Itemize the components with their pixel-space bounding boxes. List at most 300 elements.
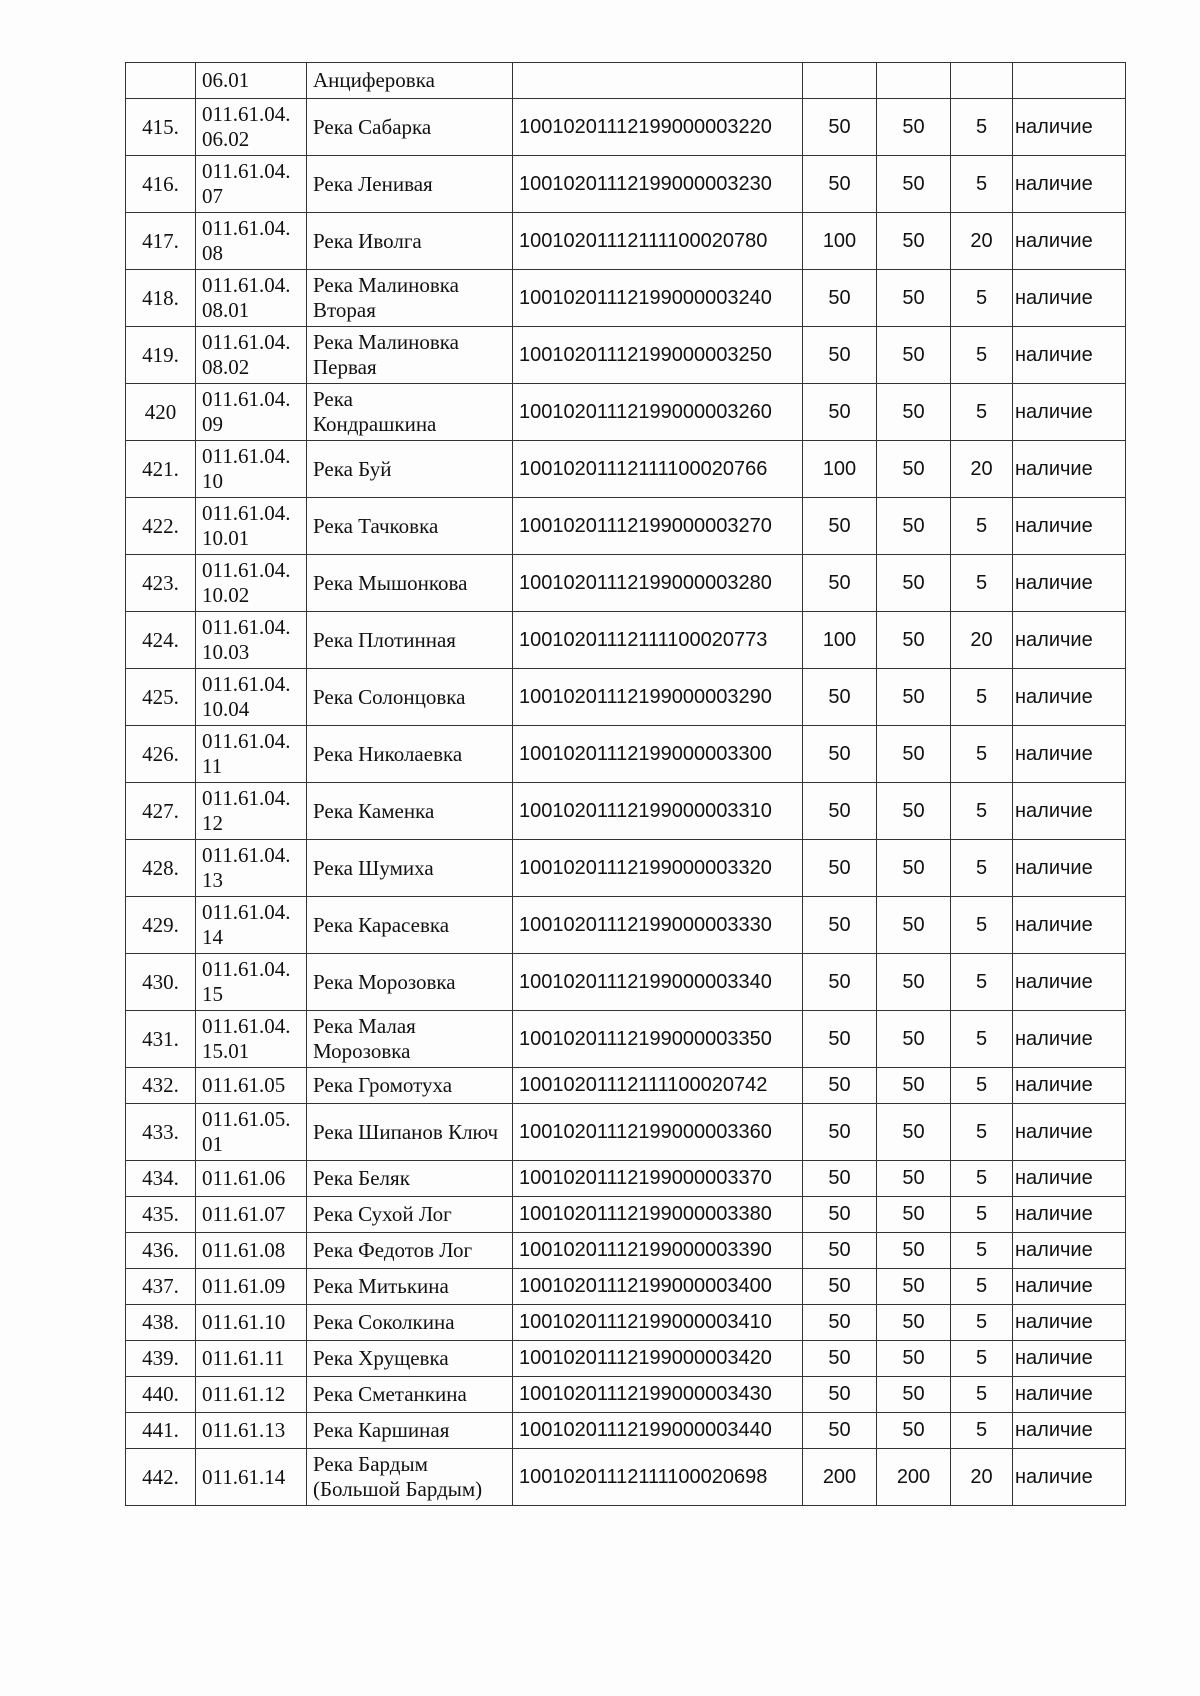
- water-object-code: [196, 327, 307, 384]
- code-line: 10.04: [202, 697, 250, 721]
- river-name: [307, 99, 513, 156]
- row-number: 433.: [126, 1104, 196, 1161]
- value-b: 50: [877, 384, 951, 441]
- name-line: Река Хрущевка: [313, 1346, 449, 1370]
- value-c: 20: [951, 1449, 1013, 1506]
- value-a: 50: [803, 555, 877, 612]
- river-name: [307, 1068, 513, 1104]
- code-line: 14: [202, 925, 223, 949]
- table-row: [126, 726, 1126, 783]
- river-name: [307, 669, 513, 726]
- registry-code: 10010201112199000003360: [513, 1104, 803, 1161]
- code-line: 01: [202, 1132, 223, 1156]
- river-registry-table: [125, 62, 1126, 1506]
- table-row: [126, 1233, 1126, 1269]
- code-line: 011.61.04.: [202, 558, 291, 582]
- water-object-code: [196, 270, 307, 327]
- name-line: Река Буй: [313, 456, 392, 481]
- value-a: 100: [803, 612, 877, 669]
- value-a: 50: [803, 1068, 877, 1104]
- value-b: 50: [877, 498, 951, 555]
- river-name: [307, 1161, 513, 1197]
- code-line: 011.61.04.: [202, 1014, 291, 1038]
- status-cell: наличие: [1013, 1011, 1126, 1068]
- water-object-code: [196, 1161, 307, 1197]
- river-name: [307, 1011, 513, 1068]
- water-object-code: [196, 1233, 307, 1269]
- value-b: 50: [877, 1269, 951, 1305]
- name-line: Первая: [313, 355, 377, 379]
- row-number: 436.: [126, 1233, 196, 1269]
- river-name: [307, 1104, 513, 1161]
- name-line: Анциферовка: [313, 68, 435, 92]
- table-row: [126, 441, 1126, 498]
- value-a: 100: [803, 441, 877, 498]
- status-cell: наличие: [1013, 498, 1126, 555]
- row-number: 422.: [126, 498, 196, 555]
- code-line: 10: [202, 469, 223, 493]
- name-line: Вторая: [313, 298, 376, 322]
- code-line: 011.61.04.: [202, 900, 291, 924]
- value-b: 50: [877, 1377, 951, 1413]
- row-number: 434.: [126, 1161, 196, 1197]
- value-b: 50: [877, 1068, 951, 1104]
- water-object-code: [196, 63, 307, 99]
- value-c: 20: [951, 441, 1013, 498]
- value-b: 50: [877, 1305, 951, 1341]
- value-a: 50: [803, 1341, 877, 1377]
- status-cell: наличие: [1013, 612, 1126, 669]
- status-cell: наличие: [1013, 156, 1126, 213]
- row-number: 430.: [126, 954, 196, 1011]
- water-object-code: [196, 555, 307, 612]
- code-line: 011.61.04.: [202, 216, 291, 240]
- value-c: 5: [951, 1068, 1013, 1104]
- river-name: [307, 1197, 513, 1233]
- table-row: [126, 669, 1126, 726]
- code-line: 011.61.04.: [202, 102, 291, 126]
- code-line: 10.03: [202, 640, 250, 664]
- value-b: 50: [877, 612, 951, 669]
- name-line: Река Морозовка: [313, 969, 456, 994]
- table-row: [126, 327, 1126, 384]
- river-name: [307, 1413, 513, 1449]
- value-b: 50: [877, 1197, 951, 1233]
- row-number: 418.: [126, 270, 196, 327]
- river-name: [307, 840, 513, 897]
- name-line: Река Беляк: [313, 1166, 410, 1190]
- river-name: [307, 327, 513, 384]
- river-name: [307, 1305, 513, 1341]
- registry-code: 10010201112199000003280: [513, 555, 803, 612]
- value-c: 5: [951, 1197, 1013, 1233]
- water-object-code: [196, 384, 307, 441]
- registry-code: 10010201112199000003420: [513, 1341, 803, 1377]
- code-line: 011.61.04.: [202, 273, 291, 297]
- value-c: 5: [951, 1233, 1013, 1269]
- water-object-code: [196, 1104, 307, 1161]
- row-number: 420: [126, 384, 196, 441]
- name-line: Река Сабарка: [313, 114, 432, 139]
- value-a: 50: [803, 840, 877, 897]
- code-line: 011.61.04.: [202, 501, 291, 525]
- river-name: [307, 1233, 513, 1269]
- name-line: Река Митькина: [313, 1274, 449, 1298]
- value-c: 20: [951, 612, 1013, 669]
- value-a: 50: [803, 1413, 877, 1449]
- registry-code: 10010201112199000003290: [513, 669, 803, 726]
- water-object-code: [196, 213, 307, 270]
- row-number: 440.: [126, 1377, 196, 1413]
- value-a: 50: [803, 384, 877, 441]
- status-cell: наличие: [1013, 840, 1126, 897]
- code-line: 011.61.04.: [202, 330, 291, 354]
- code-line: 011.61.04.: [202, 786, 291, 810]
- status-cell: наличие: [1013, 726, 1126, 783]
- river-name: [307, 726, 513, 783]
- table-row: [126, 1413, 1126, 1449]
- name-line: Река Сметанкина: [313, 1382, 467, 1406]
- status-cell: наличие: [1013, 99, 1126, 156]
- river-name: [307, 1377, 513, 1413]
- value-c: 5: [951, 783, 1013, 840]
- value-b: 50: [877, 1413, 951, 1449]
- value-a: 50: [803, 1269, 877, 1305]
- code-line: 15: [202, 982, 223, 1006]
- value-c: [951, 63, 1013, 99]
- table-row: [126, 1377, 1126, 1413]
- row-number: 415.: [126, 99, 196, 156]
- name-line: Река Сухой Лог: [313, 1202, 452, 1226]
- table-row: [126, 270, 1126, 327]
- registry-code: 10010201112199000003380: [513, 1197, 803, 1233]
- code-line: 10.02: [202, 583, 250, 607]
- value-c: 5: [951, 270, 1013, 327]
- row-number: 431.: [126, 1011, 196, 1068]
- row-number: 439.: [126, 1341, 196, 1377]
- name-line: Река Шумиха: [313, 855, 434, 880]
- value-b: 50: [877, 840, 951, 897]
- code-line: 13: [202, 868, 223, 892]
- value-b: 50: [877, 954, 951, 1011]
- name-line: Река Тачковка: [313, 513, 439, 538]
- row-number: 423.: [126, 555, 196, 612]
- name-line: Река Иволга: [313, 228, 422, 253]
- water-object-code: [196, 1413, 307, 1449]
- value-b: 50: [877, 1161, 951, 1197]
- code-line: 12: [202, 811, 223, 835]
- water-object-code: [196, 897, 307, 954]
- row-number: 424.: [126, 612, 196, 669]
- code-line: 011.61.10: [202, 1310, 286, 1334]
- status-cell: наличие: [1013, 1068, 1126, 1104]
- water-object-code: [196, 498, 307, 555]
- code-line: 10.01: [202, 526, 250, 550]
- river-name: [307, 612, 513, 669]
- value-a: 50: [803, 1104, 877, 1161]
- river-name: [307, 156, 513, 213]
- table-row: [126, 1269, 1126, 1305]
- value-c: 5: [951, 1305, 1013, 1341]
- water-object-code: [196, 783, 307, 840]
- registry-code: 10010201112199000003260: [513, 384, 803, 441]
- value-a: 200: [803, 1449, 877, 1506]
- water-object-code: [196, 1011, 307, 1068]
- registry-code: 10010201112111100020742: [513, 1068, 803, 1104]
- water-object-code: [196, 1305, 307, 1341]
- water-object-code: [196, 726, 307, 783]
- river-name: [307, 270, 513, 327]
- status-cell: наличие: [1013, 1341, 1126, 1377]
- registry-code: 10010201112111100020766: [513, 441, 803, 498]
- water-object-code: [196, 669, 307, 726]
- value-a: 50: [803, 954, 877, 1011]
- table-row: [126, 1305, 1126, 1341]
- status-cell: наличие: [1013, 1413, 1126, 1449]
- code-line: 011.61.06: [202, 1166, 286, 1190]
- table-row: [126, 1197, 1126, 1233]
- name-line: Река Каршиная: [313, 1418, 450, 1442]
- value-c: 5: [951, 1011, 1013, 1068]
- water-object-code: [196, 99, 307, 156]
- row-number: 435.: [126, 1197, 196, 1233]
- table-row: [126, 213, 1126, 270]
- water-object-code: [196, 612, 307, 669]
- status-cell: наличие: [1013, 897, 1126, 954]
- code-line: 011.61.04.: [202, 729, 291, 753]
- code-line: 011.61.05.: [202, 1107, 291, 1131]
- code-line: 011.61.12: [202, 1382, 286, 1406]
- registry-code: 10010201112199000003240: [513, 270, 803, 327]
- status-cell: наличие: [1013, 1161, 1126, 1197]
- river-name: [307, 555, 513, 612]
- water-object-code: [196, 1449, 307, 1506]
- code-line: 011.61.04.: [202, 159, 291, 183]
- name-line: Река: [313, 387, 353, 411]
- registry-code: 10010201112199000003330: [513, 897, 803, 954]
- river-name: [307, 954, 513, 1011]
- code-line: 11: [202, 754, 223, 778]
- table-row: [126, 156, 1126, 213]
- code-line: 07: [202, 184, 223, 208]
- status-cell: наличие: [1013, 270, 1126, 327]
- row-number: 427.: [126, 783, 196, 840]
- registry-code: 10010201112199000003350: [513, 1011, 803, 1068]
- water-object-code: [196, 441, 307, 498]
- code-line: 011.61.07: [202, 1202, 286, 1226]
- registry-code: 10010201112199000003430: [513, 1377, 803, 1413]
- value-c: 5: [951, 897, 1013, 954]
- table-row: [126, 840, 1126, 897]
- value-b: 50: [877, 213, 951, 270]
- code-line: 011.61.04.: [202, 957, 291, 981]
- row-number: 442.: [126, 1449, 196, 1506]
- code-line: 011.61.09: [202, 1274, 286, 1298]
- name-line: Река Малиновка: [313, 330, 459, 354]
- name-line: Река Карасевка: [313, 912, 450, 937]
- table-row: [126, 897, 1126, 954]
- code-line: 011.61.04.: [202, 444, 291, 468]
- name-line: Река Солонцовка: [313, 684, 466, 709]
- code-line: 011.61.04.: [202, 672, 291, 696]
- registry-code: 10010201112199000003320: [513, 840, 803, 897]
- water-object-code: [196, 1341, 307, 1377]
- value-a: 50: [803, 1197, 877, 1233]
- river-name: [307, 1269, 513, 1305]
- table-row: [126, 1104, 1126, 1161]
- registry-code: 10010201112111100020780: [513, 213, 803, 270]
- river-name: [307, 213, 513, 270]
- value-b: 200: [877, 1449, 951, 1506]
- registry-code: 10010201112199000003220: [513, 99, 803, 156]
- row-number: 429.: [126, 897, 196, 954]
- registry-code: 10010201112199000003250: [513, 327, 803, 384]
- name-line: Река Громотуха: [313, 1073, 453, 1097]
- row-number: 419.: [126, 327, 196, 384]
- name-line: (Большой Бардым): [313, 1477, 483, 1501]
- status-cell: наличие: [1013, 1233, 1126, 1269]
- value-a: 50: [803, 270, 877, 327]
- river-name: [307, 498, 513, 555]
- name-line: Река Малая: [313, 1014, 416, 1038]
- table-row: [126, 954, 1126, 1011]
- table-row: [126, 1161, 1126, 1197]
- value-c: 5: [951, 1161, 1013, 1197]
- value-a: 50: [803, 498, 877, 555]
- value-a: 50: [803, 726, 877, 783]
- value-a: 50: [803, 1305, 877, 1341]
- river-name: [307, 897, 513, 954]
- registry-code: 10010201112199000003230: [513, 156, 803, 213]
- value-c: 5: [951, 555, 1013, 612]
- value-c: 5: [951, 1269, 1013, 1305]
- registry-code: 10010201112199000003410: [513, 1305, 803, 1341]
- value-b: 50: [877, 726, 951, 783]
- value-b: 50: [877, 669, 951, 726]
- river-name: [307, 1449, 513, 1506]
- code-line: 08: [202, 241, 223, 265]
- water-object-code: [196, 954, 307, 1011]
- table-row: [126, 1449, 1126, 1506]
- name-line: Река Соколкина: [313, 1310, 455, 1334]
- value-a: 50: [803, 1233, 877, 1269]
- value-b: 50: [877, 270, 951, 327]
- code-line: 09: [202, 412, 223, 436]
- water-object-code: [196, 1197, 307, 1233]
- water-object-code: [196, 1377, 307, 1413]
- status-cell: [1013, 63, 1126, 99]
- value-a: 50: [803, 1011, 877, 1068]
- status-cell: наличие: [1013, 1305, 1126, 1341]
- status-cell: наличие: [1013, 1269, 1126, 1305]
- water-object-code: [196, 156, 307, 213]
- registry-code: 10010201112111100020773: [513, 612, 803, 669]
- value-a: 50: [803, 1377, 877, 1413]
- registry-code: 10010201112199000003370: [513, 1161, 803, 1197]
- row-number: 438.: [126, 1305, 196, 1341]
- value-a: [803, 63, 877, 99]
- name-line: Река Федотов Лог: [313, 1238, 473, 1262]
- status-cell: наличие: [1013, 1377, 1126, 1413]
- registry-code: [513, 63, 803, 99]
- table-row: [126, 555, 1126, 612]
- code-line: 011.61.13: [202, 1418, 286, 1442]
- value-b: 50: [877, 1341, 951, 1377]
- value-b: 50: [877, 783, 951, 840]
- table-row: [126, 384, 1126, 441]
- code-line: 08.01: [202, 298, 250, 322]
- registry-code: 10010201112199000003270: [513, 498, 803, 555]
- table-body: [126, 63, 1126, 1506]
- table-row: [126, 783, 1126, 840]
- value-b: [877, 63, 951, 99]
- value-a: 50: [803, 669, 877, 726]
- name-line: Река Мышонкова: [313, 570, 468, 595]
- value-a: 50: [803, 783, 877, 840]
- code-line: 08.02: [202, 355, 250, 379]
- row-number: 416.: [126, 156, 196, 213]
- code-line: 011.61.11: [202, 1346, 285, 1370]
- name-line: Река Шипанов Ключ: [313, 1119, 499, 1144]
- value-c: 5: [951, 156, 1013, 213]
- river-name: [307, 1341, 513, 1377]
- table-row: [126, 99, 1126, 156]
- value-c: 5: [951, 840, 1013, 897]
- value-c: 5: [951, 99, 1013, 156]
- value-a: 50: [803, 99, 877, 156]
- name-line: Река Николаевка: [313, 741, 463, 766]
- value-b: 50: [877, 897, 951, 954]
- value-c: 5: [951, 669, 1013, 726]
- row-number: 432.: [126, 1068, 196, 1104]
- value-c: 5: [951, 1341, 1013, 1377]
- value-b: 50: [877, 327, 951, 384]
- name-line: Река Плотинная: [313, 627, 456, 652]
- name-line: Река Малиновка: [313, 273, 459, 297]
- registry-code: 10010201112199000003400: [513, 1269, 803, 1305]
- row-number: 428.: [126, 840, 196, 897]
- water-object-code: [196, 1269, 307, 1305]
- code-line: 011.61.05: [202, 1073, 286, 1097]
- row-number: 441.: [126, 1413, 196, 1449]
- status-cell: наличие: [1013, 384, 1126, 441]
- value-b: 50: [877, 441, 951, 498]
- row-number: 417.: [126, 213, 196, 270]
- value-c: 5: [951, 327, 1013, 384]
- registry-code: 10010201112199000003390: [513, 1233, 803, 1269]
- status-cell: наличие: [1013, 555, 1126, 612]
- status-cell: наличие: [1013, 1197, 1126, 1233]
- row-number: 421.: [126, 441, 196, 498]
- registry-code: 10010201112199000003300: [513, 726, 803, 783]
- value-c: 5: [951, 954, 1013, 1011]
- table-row: [126, 63, 1126, 99]
- value-c: 20: [951, 213, 1013, 270]
- code-line: 011.61.08: [202, 1238, 286, 1262]
- value-c: 5: [951, 1104, 1013, 1161]
- row-number: 437.: [126, 1269, 196, 1305]
- value-a: 50: [803, 897, 877, 954]
- value-c: 5: [951, 1377, 1013, 1413]
- value-a: 50: [803, 1161, 877, 1197]
- row-number: [126, 63, 196, 99]
- water-object-code: [196, 840, 307, 897]
- registry-code: 10010201112199000003340: [513, 954, 803, 1011]
- water-object-code: [196, 1068, 307, 1104]
- value-c: 5: [951, 726, 1013, 783]
- value-b: 50: [877, 1011, 951, 1068]
- value-b: 50: [877, 1233, 951, 1269]
